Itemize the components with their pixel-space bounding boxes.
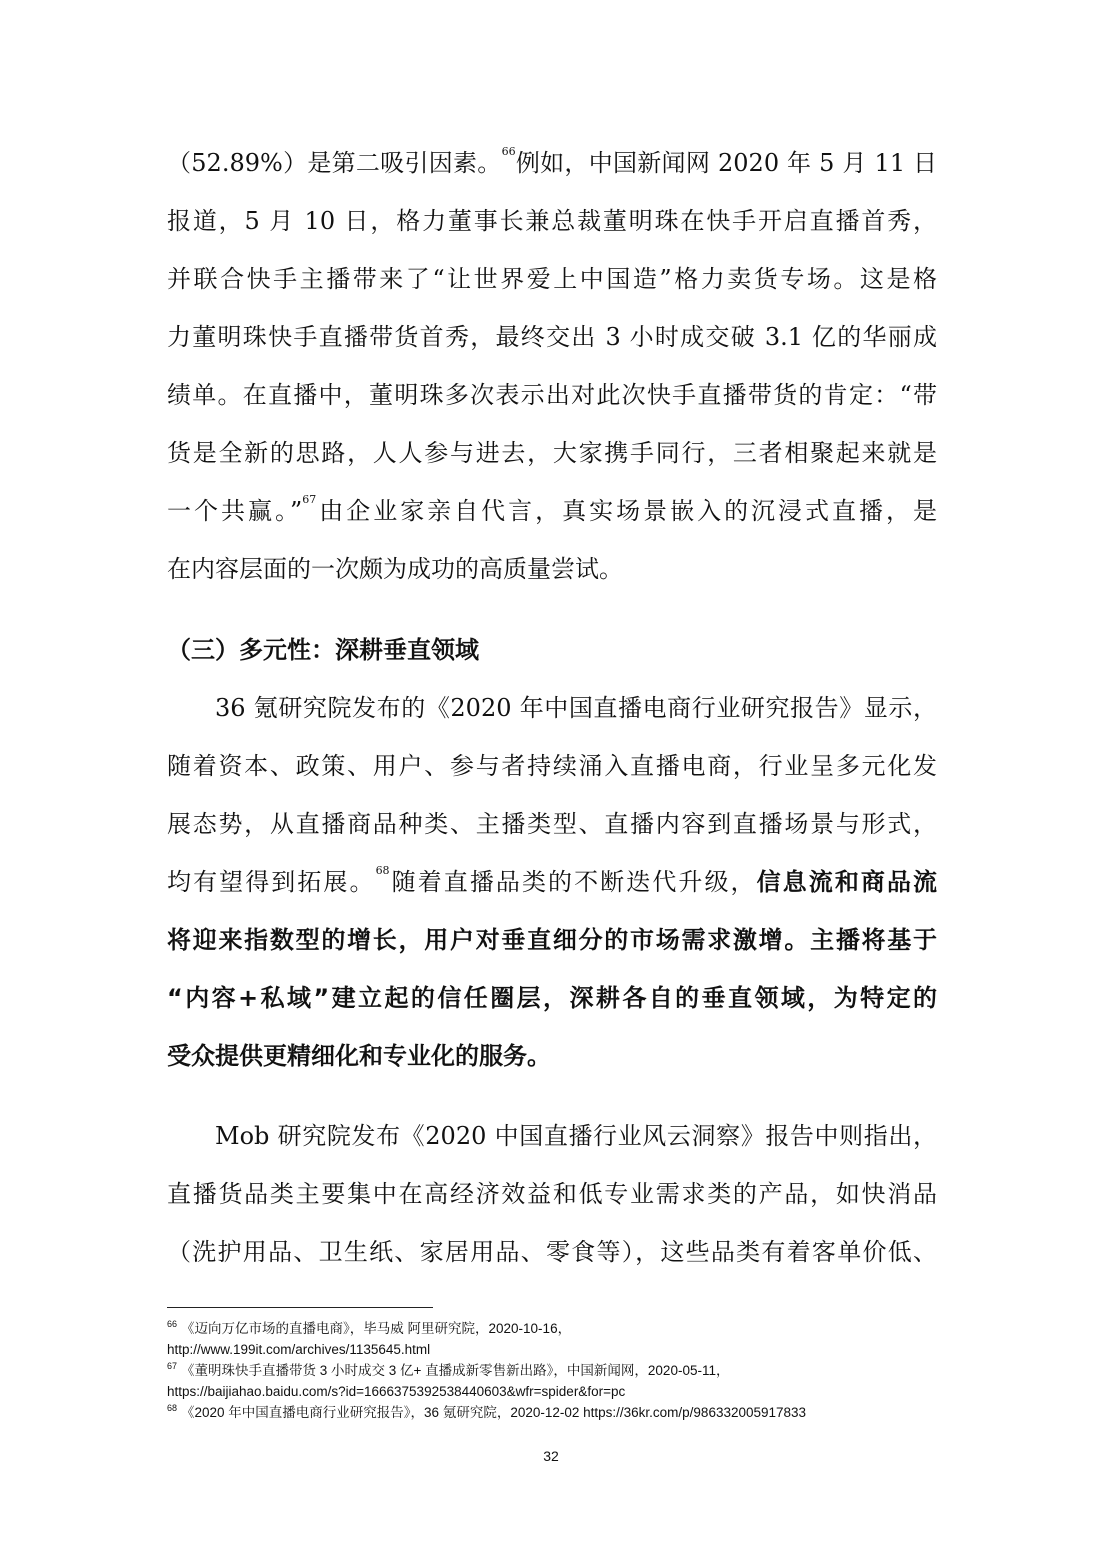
footnote-ref-66[interactable]: 66 — [501, 145, 516, 158]
page-number: 32 — [543, 1448, 559, 1464]
text-line: 货是全新的思路，人人参与进去，大家携手同行，三者相聚起来就是 — [167, 439, 937, 467]
text-line: 力董明珠快手直播带货首秀，最终交出 3 小时成交破 3.1 亿的华丽成 — [167, 323, 937, 351]
text-line: 报道，5 月 10 日，格力董事长兼总裁董明珠在快手开启直播首秀， — [167, 207, 937, 235]
text-line: 展态势，从直播商品种类、主播类型、直播内容到直播场景与形式， — [167, 810, 937, 838]
text-line: 均有望得到拓展。$^{68}$随着直播品类的不断迭代升级，信息流和商品流 — [167, 864, 938, 896]
text-line: 绩单。在直播中，董明珠多次表示出对此次快手直播带货的肯定：“带 — [167, 381, 937, 409]
emphasis-line: 受众提供更精细化和专业化的服务。 — [167, 1042, 551, 1070]
footnote-66: $^{66}$ 《迈向万亿市场的直播电商》，毕马威 阿里研究院，2020-10-16， — [167, 1319, 572, 1336]
text-line: Mob 研究院发布《2020 中国直播行业风云洞察》报告中则指出， — [215, 1122, 937, 1150]
emphasis-text: 信息流和商品流 — [756, 868, 938, 896]
emphasis-line: 将迎来指数型的增长，用户对垂直细分的市场需求激增。主播将基于 — [167, 926, 937, 954]
footnotes — [167, 1318, 947, 1423]
text-line: 随着资本、政策、用户、参与者持续涌入直播电商，行业呈多元化发 — [167, 752, 937, 780]
emphasis-line: “内容+私域”建立起的信任圈层，深耕各自的垂直领域，为特定的 — [167, 984, 937, 1012]
text-line: 并联合快手主播带来了“让世界爱上中国造”格力卖货专场。这是格 — [167, 265, 937, 293]
text-line: 36 氪研究院发布的《2020 年中国直播电商行业研究报告》显示， — [215, 694, 937, 722]
footnote-separator — [167, 1307, 433, 1308]
footnote-66-url[interactable]: http://www.199it.com/archives/1135645.html — [167, 1342, 431, 1357]
text-line: 一个共赢。”$^{67}$由企业家亲自代言，真实场景嵌入的沉浸式直播，是 — [167, 493, 938, 525]
footnote-ref-68[interactable]: 68 — [375, 864, 390, 877]
text-line: （52.89%）是第二吸引因素。$^{66}$例如，中国新闻网 2020 年 5 月 11 日 — [167, 145, 937, 177]
text-line: 直播货品类主要集中在高经济效益和低专业需求类的产品，如快消品 — [167, 1180, 937, 1208]
footnote-67-url[interactable]: https://baijiahao.baidu.com/s?id=1666375392538440603&wfr=spider&for=pc — [167, 1384, 626, 1399]
footnote-67: $^{67}$ 《董明珠快手直播带货 3 小时成交 3 亿+ 直播成新零售新出路》，中国新闻网，2020-05-11， — [167, 1361, 730, 1378]
text-line: 在内容层面的一次颇为成功的高质量尝试。 — [167, 555, 623, 583]
text-line: （洗护用品、卫生纸、家居用品、零食等），这些品类有着客单价低、 — [167, 1238, 937, 1266]
section-heading: （三）多元性：深耕垂直领域 — [167, 636, 479, 664]
footnote-ref-67[interactable]: 67 — [302, 493, 317, 506]
footnote-68[interactable]: $^{68}$ 《2020 年中国直播电商行业研究报告》，36 氪研究院，2020-12-02 https://36kr.com/p/986332005917833 — [167, 1403, 807, 1420]
